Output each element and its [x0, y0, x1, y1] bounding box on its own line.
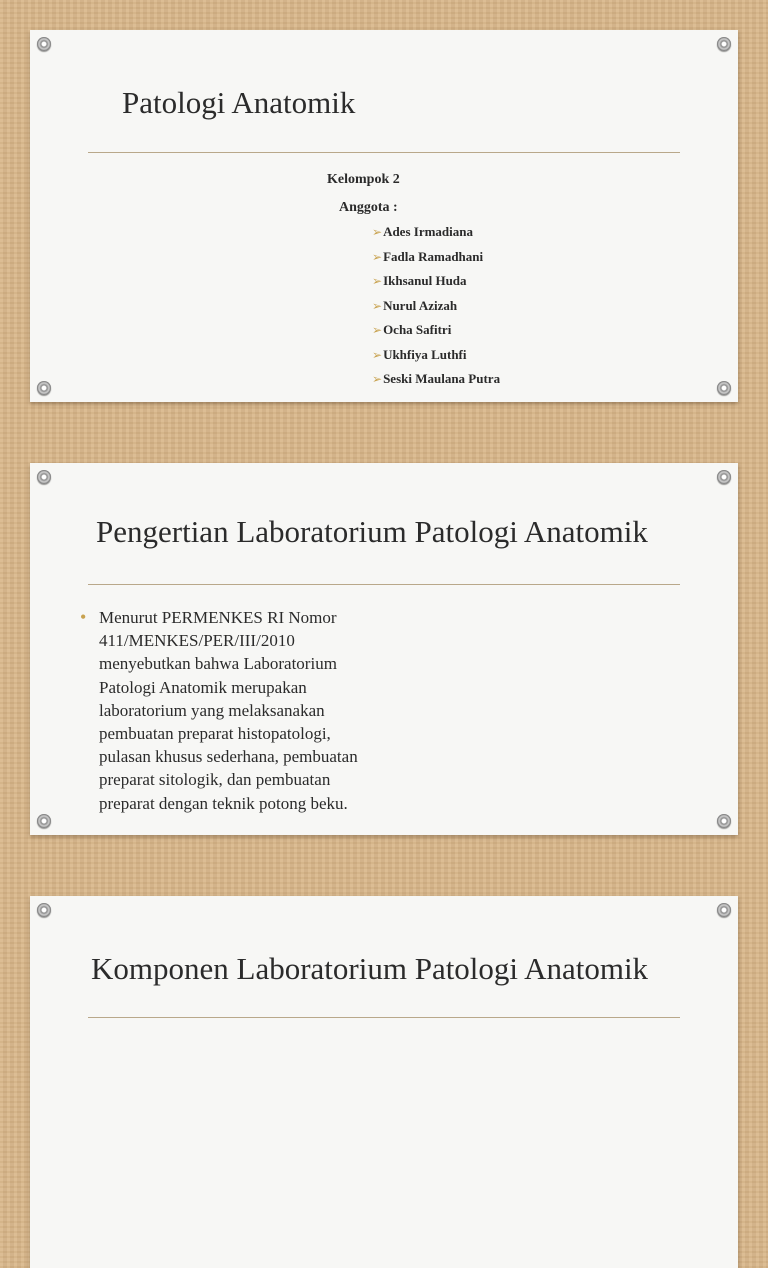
list-item	[372, 321, 500, 346]
pushpin-icon	[717, 37, 731, 51]
member-name: Ocha Safitri	[383, 322, 452, 337]
arrow-bullet-icon: ➢	[372, 323, 383, 337]
title-divider	[88, 1017, 680, 1018]
member-name: Ukhfiya Luthfi	[383, 346, 467, 362]
arrow-bullet-icon: ➢	[372, 372, 383, 386]
arrow-bullet-icon: ➢	[372, 225, 383, 239]
arrow-bullet-icon: ➢	[372, 298, 383, 313]
group-label: Kelompok 2	[327, 172, 400, 187]
pushpin-icon	[37, 814, 51, 828]
pushpin-icon	[717, 903, 731, 917]
list-item	[372, 248, 500, 273]
list-item	[372, 346, 500, 371]
arrow-bullet-icon: ➢	[372, 274, 383, 288]
slide-title: Komponen Laboratorium Patologi Anatomik	[91, 951, 649, 986]
arrow-bullet-icon: ➢	[372, 249, 383, 264]
pushpin-icon	[37, 903, 51, 917]
bullet-point	[80, 606, 370, 815]
member-list	[372, 223, 500, 395]
arrow-bullet-icon: ➢	[372, 347, 383, 362]
slide-definition	[30, 463, 738, 835]
slide-title: Pengertian Laboratorium Patologi Anatomik	[96, 514, 648, 549]
member-name: Ades Irmadiana	[383, 224, 473, 239]
slide-components	[30, 896, 738, 1268]
pushpin-icon	[37, 470, 51, 484]
members-heading: Anggota :	[339, 200, 398, 215]
member-name: Fadla Ramadhani	[383, 248, 484, 264]
list-item	[372, 272, 500, 297]
slide-title-card	[30, 30, 738, 402]
title-divider	[88, 152, 680, 153]
list-item	[372, 297, 500, 322]
member-name: Ikhsanul Huda	[383, 273, 467, 288]
round-bullet-icon: •	[80, 607, 87, 627]
pushpin-icon	[37, 381, 51, 395]
list-item	[372, 370, 500, 395]
pushpin-icon	[717, 814, 731, 828]
member-name: Nurul Azizah	[383, 297, 458, 313]
pushpin-icon	[37, 37, 51, 51]
pushpin-icon	[717, 470, 731, 484]
title-divider	[88, 584, 680, 585]
slide-title: Patologi Anatomik	[122, 85, 356, 120]
pushpin-icon	[717, 381, 731, 395]
list-item	[372, 223, 500, 248]
member-name: Seski Maulana Putra	[383, 371, 501, 386]
bullet-text: Menurut PERMENKES RI Nomor 411/MENKES/PER/III/2010 menyebutkan bahwa Laboratorium Patologi Anatomik merupakan laboratorium yang melaksanakan pembuatan preparat histopatologi, pulasan khusus sederhana, pembuatan preparat sitologik, dan pembuatan preparat dengan teknik potong beku.	[99, 608, 358, 813]
